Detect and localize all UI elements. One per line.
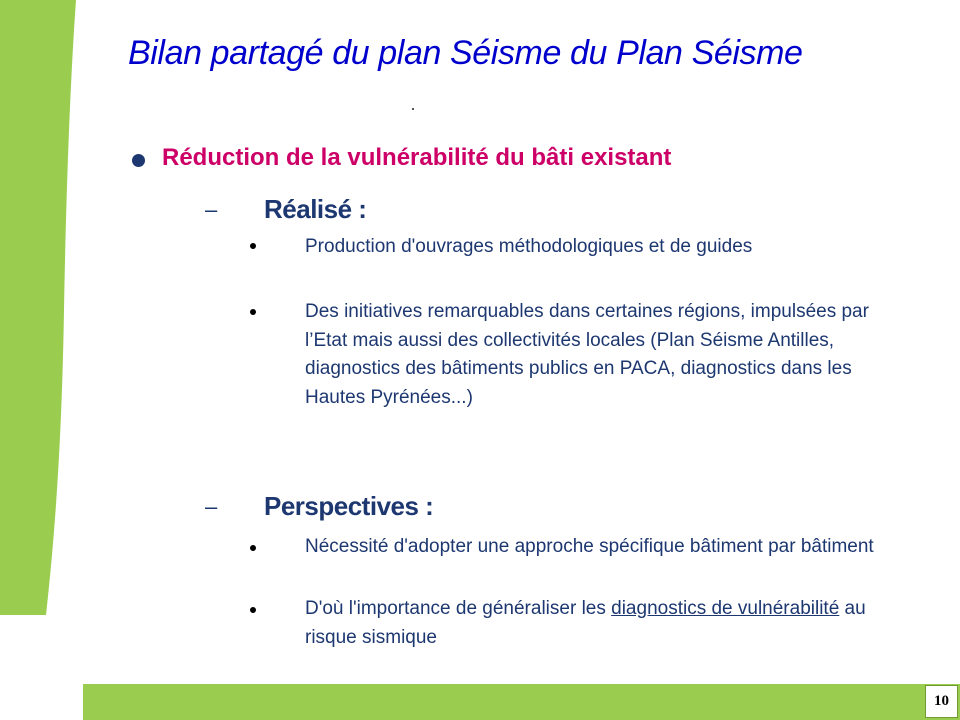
perspectives-item-2-text — [305, 595, 875, 652]
perspectives-item-1-text: Nécessité d'adopter une approche spécifique bâtiment par bâtiment — [305, 536, 874, 557]
slide-title: Bilan partagé du plan Séisme du Plan Séisme — [128, 34, 803, 72]
perspectives-item-1-bullet-icon — [250, 545, 256, 551]
realise-item-2-bullet-icon — [250, 309, 256, 315]
section-perspectives-dash: – — [205, 494, 218, 519]
section-realise-title: Réalisé : — [264, 194, 367, 224]
realise-item-1-bullet-icon — [250, 243, 256, 249]
diagnostics-vulnerabilite-link[interactable]: diagnostics de vulnérabilité — [611, 598, 840, 619]
section-perspectives-title: Perspectives : — [264, 491, 434, 521]
realise-item-2-text: Des initiatives remarquables dans certaines régions, impulsées par l’Etat mais aussi des collectivités locales (Plan Séisme Antilles, diagnostics des bâtiments publics en PACA, diagnostics dans les Hautes Pyrénées...) — [305, 301, 869, 408]
green-bottom-band — [83, 684, 960, 720]
realise-item-1-text: Production d'ouvrages méthodologiques et de guides — [305, 236, 753, 257]
section-realise-dash: – — [205, 197, 218, 222]
small-dot-mark — [412, 108, 414, 110]
perspectives-item-2-bullet-icon — [250, 607, 256, 613]
green-side-band — [0, 0, 120, 720]
perspectives-item-2-text-before-link: D'où l'importance de généraliser les — [305, 598, 612, 619]
page-number: 10 — [925, 685, 958, 718]
perspectives-item-2-text-after-link: au risque sismique — [305, 598, 866, 648]
main-bullet-icon — [132, 154, 145, 167]
main-point-heading: Réduction de la vulnérabilité du bâti existant — [162, 144, 672, 171]
